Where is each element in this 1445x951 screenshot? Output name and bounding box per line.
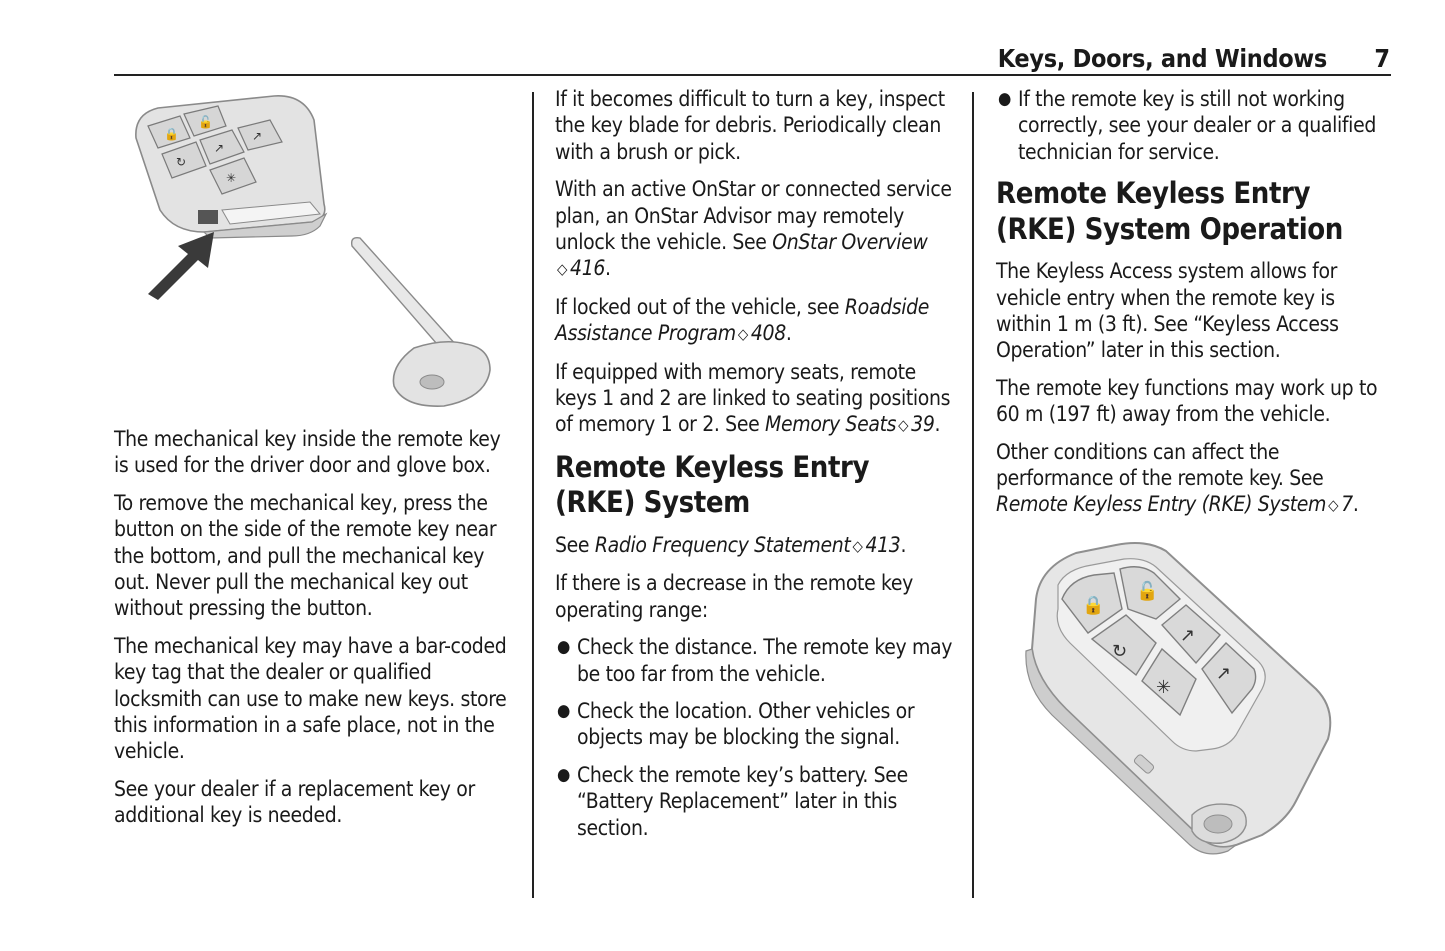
list-item-text: Check the distance. The remote key may be too far from the vehicle. xyxy=(577,635,953,686)
list-item xyxy=(996,86,1392,165)
remote-key-fob-figure xyxy=(996,539,1392,859)
page-number: 7 xyxy=(1374,44,1390,73)
remote-key-mechanical-key-figure xyxy=(114,86,510,414)
liftgate-icon: ↗ xyxy=(1180,624,1196,646)
column-divider-2 xyxy=(972,92,974,898)
power-door-icon: ↗ xyxy=(1216,662,1232,684)
cross-reference-link[interactable]: Radio Frequency Statement xyxy=(594,532,851,557)
svg-text:↗: ↗ xyxy=(214,141,225,155)
section-heading: Remote Keyless Entry (RKE) System xyxy=(555,449,870,520)
page-reference-icon: ◇ xyxy=(737,325,748,344)
paragraph: To remove the mechanical key, press the button on the side of the remote key near the bottom, and pull the mechanical key out. Never pull the mechanical key out without pressing the button. xyxy=(114,490,497,621)
page-reference-number[interactable]: 39 xyxy=(911,412,935,437)
cross-reference-link[interactable]: Roadside Assistance Program xyxy=(555,294,930,346)
svg-text:🔒: 🔒 xyxy=(164,127,179,141)
bullet-list xyxy=(996,86,1392,165)
paragraph: The remote key functions may work up to 60 m (197 ft) away from the vehicle. xyxy=(996,375,1378,427)
list-item xyxy=(555,762,955,841)
paragraph-text: If equipped with memory seats, remote keys 1 and 2 are linked to seating positions of memory 1 or 2. See xyxy=(555,359,951,437)
cross-reference-link[interactable]: Memory Seats xyxy=(765,412,897,437)
column-1 xyxy=(114,86,510,840)
page-reference-icon: ◇ xyxy=(557,260,568,279)
remote-start-icon: ↻ xyxy=(1112,640,1128,662)
page-reference-number[interactable]: 408 xyxy=(750,321,786,346)
page-reference-number[interactable]: 413 xyxy=(865,532,901,557)
bullet-icon: ● xyxy=(998,89,1011,109)
bullet-icon: ● xyxy=(557,637,570,658)
remote-key-fob-illustration xyxy=(996,539,1392,859)
period: . xyxy=(900,532,907,557)
paragraph xyxy=(555,176,955,283)
svg-text:↗: ↗ xyxy=(252,129,263,143)
panic-icon: ✳ xyxy=(1156,676,1172,698)
paragraph xyxy=(996,439,1392,519)
running-header xyxy=(0,38,1390,78)
unlock-icon: 🔓 xyxy=(1136,580,1159,602)
svg-text:✳: ✳ xyxy=(226,171,237,185)
cross-reference-link[interactable]: OnStar Overview xyxy=(772,230,928,255)
list-item-text: If the remote key is still not working correctly, see your dealer or a qualified technician for service. xyxy=(1018,87,1377,164)
column-3 xyxy=(996,86,1392,859)
page-reference-icon: ◇ xyxy=(852,536,863,555)
paragraph: The Keyless Access system allows for vehicle entry when the remote key is within 1 m (3 ft). See “Keyless Access Operation” later in this section. xyxy=(996,259,1339,363)
period: . xyxy=(1352,492,1359,517)
paragraph xyxy=(555,359,955,439)
list-item xyxy=(555,698,955,751)
release-button xyxy=(198,210,218,224)
paragraph xyxy=(555,532,955,559)
paragraph: See your dealer if a replacement key or additional key is needed. xyxy=(114,776,475,828)
key-ring-hole xyxy=(420,375,444,389)
period: . xyxy=(605,256,611,281)
period: . xyxy=(934,412,941,437)
remote-key-mechanical-key-illustration xyxy=(114,86,510,414)
list-item xyxy=(555,634,955,687)
page-reference-icon: ◇ xyxy=(898,416,909,435)
column-divider-1 xyxy=(532,92,534,898)
header-rule xyxy=(114,74,1391,76)
paragraph: If there is a decrease in the remote key operating range: xyxy=(555,571,913,622)
column-2 xyxy=(555,86,955,852)
paragraph: If it becomes difficult to turn a key, inspect the key blade for debris. Periodically clean with a brush or pick. xyxy=(555,87,945,164)
cross-reference-link[interactable]: Remote Keyless Entry (RKE) System xyxy=(996,492,1327,517)
lock-icon: 🔒 xyxy=(1082,594,1105,616)
paragraph-text: If locked out of the vehicle, see xyxy=(555,294,845,319)
paragraph-text: See xyxy=(555,532,595,557)
bullet-list xyxy=(555,634,955,841)
arrow-icon xyxy=(148,232,214,300)
svg-text:↻: ↻ xyxy=(176,155,187,169)
list-item-text: Check the location. Other vehicles or objects may be blocking the signal. xyxy=(577,698,915,750)
page-reference-number[interactable]: 7 xyxy=(1341,492,1353,517)
paragraph: The mechanical key may have a bar-coded key tag that the dealer or qualified locksmith can use to make new keys. store this information in a safe place, not in the vehicle. xyxy=(114,633,507,764)
section-heading: Remote Keyless Entry (RKE) System Operation xyxy=(996,176,1343,246)
paragraph: The mechanical key inside the remote key is used for the driver door and glove box. xyxy=(114,427,501,478)
svg-text:🔓: 🔓 xyxy=(198,115,213,129)
bullet-icon: ● xyxy=(557,700,570,721)
key-head xyxy=(393,342,490,406)
section-title: Keys, Doors, and Windows xyxy=(997,44,1327,73)
paragraph-text: With an active OnStar or connected service plan, an OnStar Advisor may remotely unlock the vehicle. See xyxy=(555,177,952,255)
page-reference-number[interactable]: 416 xyxy=(570,256,606,281)
bullet-icon: ● xyxy=(557,764,570,785)
period: . xyxy=(785,321,792,346)
list-item-text: Check the remote key’s battery. See “Battery Replacement” later in this section. xyxy=(577,762,908,840)
paragraph-text: Other conditions can affect the performance of the remote key. See xyxy=(996,439,1324,491)
paragraph xyxy=(555,294,955,348)
key-ring-hole xyxy=(1204,815,1232,833)
page-reference-icon: ◇ xyxy=(1328,496,1339,515)
